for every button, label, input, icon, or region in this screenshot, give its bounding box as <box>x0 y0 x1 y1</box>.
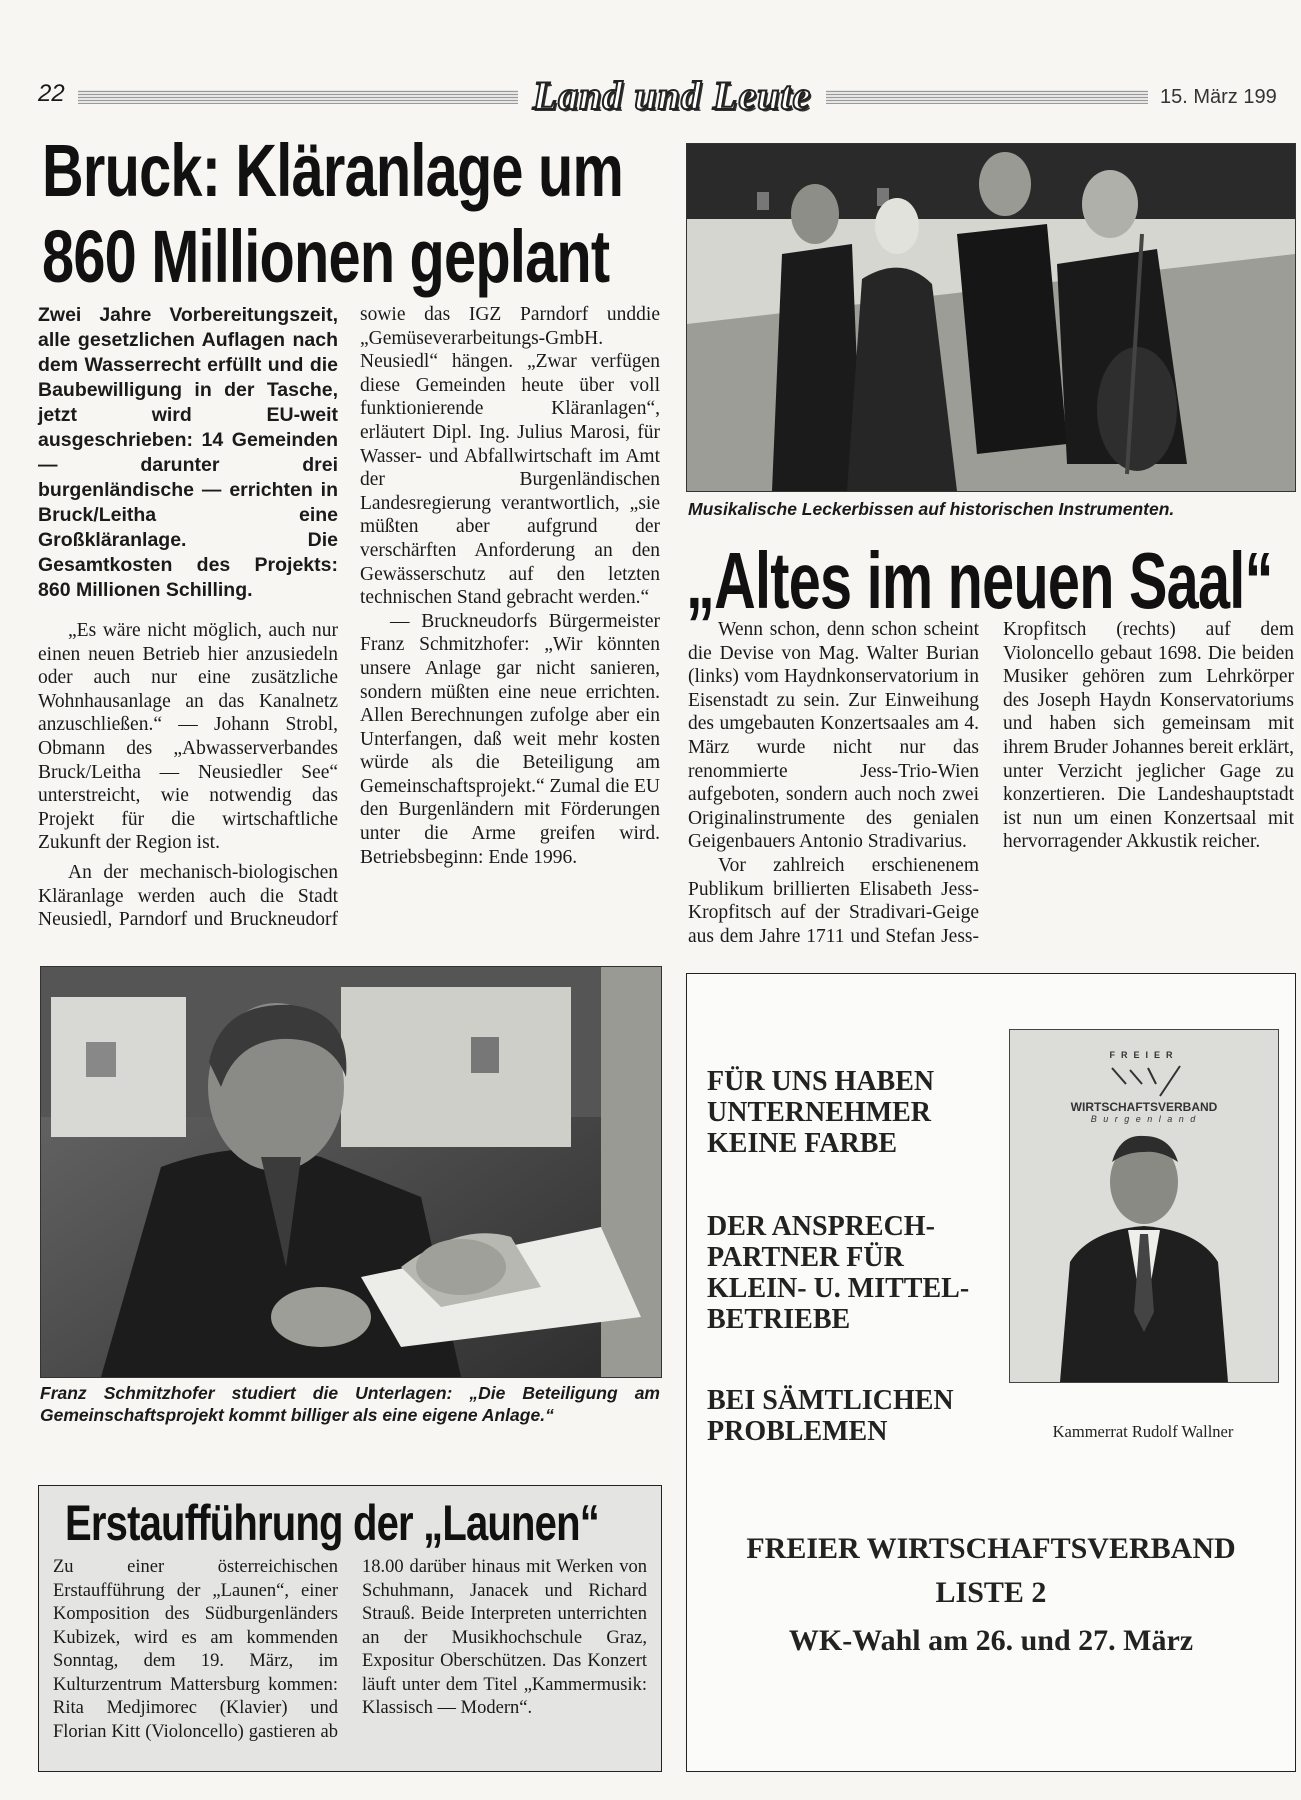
header-rule-right <box>826 90 1148 104</box>
headline-line-1: Bruck: Kläranlage um <box>42 129 624 212</box>
article-launen-box <box>38 1485 662 1772</box>
ad-line: UNTERNEHMER <box>707 1097 932 1128</box>
photo-schmitzhofer-image <box>41 967 661 1377</box>
article-bruck-lead: Zwei Jahre Vorbereitungszeit, alle gesetzlichen Auflagen nach dem Wasserrecht erfüllt und die Baubewilligung in der Tasche, jetzt wird EU-weit ausgeschrieben: 14 Gemeinden — darunter drei burgenländische — errichten in Bruck/Leitha eine Großkläranlage. Die Gesamtkosten des Projekts: 860 Millionen Schilling. <box>38 304 338 601</box>
ad-line: FÜR UNS HABEN <box>707 1066 935 1097</box>
ad-footer-name: FREIER WIRTSCHAFTSVERBAND <box>746 1532 1236 1565</box>
wirtschaftsverband-ad <box>686 973 1296 1772</box>
article-saal-paragraph: Wenn schon, denn schon scheint die Devise von Mag. Walter Burian (links) vom Haydnkonservatorium in Eisenstadt zu sein. Zur Einweihung des umgebauten Konzertsaales am 4. März wurde nicht nur das renommierte Jess-Trio-Wien aufgeboten, sondern auch noch zwei Originalinstrumente des genialen Geigenbauers Antonio Stradivarius. <box>688 619 979 853</box>
portrait-image <box>1010 1122 1278 1382</box>
ad-text-block-1 <box>707 1066 1007 1159</box>
issue-date: 15. März 199 <box>1160 86 1277 108</box>
photo-schmitzhofer-caption: Franz Schmitzhofer studiert die Unterlagen: „Die Beteiligung am Gemeinschaftsprojekt kommt billiger als eine eigene Anlage.“ <box>40 1383 660 1425</box>
page-number: 22 <box>38 80 65 107</box>
ad-line: BETRIEBE <box>707 1304 851 1335</box>
ad-line: PARTNER FÜR <box>707 1242 904 1273</box>
fwv-logo-region: B u r g e n l a n d <box>1090 1114 1198 1124</box>
article-bruck-paragraph: An der mechanisch-biologischen Kläranlage werden auch die Stadt Neusiedl, Parndorf und Bruckneudorf sowie das IGZ Parndorf unddie „Gemüseverarbeitungs-GmbH. Neusiedl“ hängen. „Zwar verfügen diese Gemeinden heute über voll funktionierende Kläranlagen“, erläutert Dipl. Ing. Julius Marosi, für Wasser- und Abfallwirtschaft im Amt der Burgenländischen Landesregierung verantwortlich, „sie müßten aber aufgrund der verschärften Anforderung an den Gewässerschutz auf den letzten technischen Stand gebracht werden.“ <box>38 304 660 931</box>
photo-jess-trio <box>686 143 1296 492</box>
photo-schmitzhofer <box>40 966 662 1378</box>
article-launen-body: Zu einer österreichischen Erstaufführung der „Launen“, einer Komposition des Südburgenländers Kubizek, wird es am kommenden Sonntag, dem 19. März, im Kulturzentrum Mattersburg kommen: Rita Medjimorec (Klavier) und Florian Kitt (Violoncello) gastieren ab 18.00 darüber hinaus mit Werken von Schuhmann, Janacek und Richard Strauß. Beide Interpreten unterrichten an der Musikhochschule Graz, Expositur Oberschützen. Das Konzert läuft unter dem Titel „Kammermusik: Klassisch — Modern“. <box>53 1557 647 1742</box>
fwv-logo-name: WIRTSCHAFTSVERBAND <box>1070 1100 1218 1114</box>
ad-line: DER ANSPRECH- <box>707 1211 935 1242</box>
article-bruck-paragraph: — Bruckneudorfs Bürgermeister Franz Schmitzhofer: „Wir könnten unsere Anlage gar nicht sanieren, sondern müßten eine neue errichten. Allen Berechnungen zufolge aber ein Unterfangen, daß weit mehr kosten würde als die Beteiligung am Gemeinschaftsprojekt.“ Zumal die EU den Burgenländern mit Förderungen unter die Arme greifen wird. Betriebsbeginn: Ende 1996. <box>360 610 660 868</box>
portrait-caption: Kammerrat Rudolf Wallner <box>1052 1422 1234 1441</box>
header-rule-left <box>78 90 518 104</box>
article-bruck-paragraph: „Es wäre nicht möglich, auch nur einen neuen Betrieb hier anzusiedeln oder auch nur eine zusätzliche Wohnhausanlage an das Kanalnetz anzuschließen.“ — Johann Strobl, Obmann des „Abwasserverbandes Bruck/Leitha — Neusiedler See“ unterstreicht, wie notwendig das Projekt für die wirtschaftliche Zukunft der Region ist. <box>38 620 338 854</box>
ad-line: KEINE FARBE <box>707 1128 898 1159</box>
photo-jess-trio-image <box>687 144 1295 491</box>
article-saal-paragraph: Vor zahlreich erschienenem Publikum brillierten Elisabeth Jess-Kropfitsch auf der Stradivari-Geige aus dem Jahre 1711 und Stefan Jess-Kropfitsch (rechts) auf dem Violoncello gebaut 1698. Die beiden Musiker gehören zum Lehrkörper des Joseph Haydn Konservatoriums und haben sich gemeinsam mit ihrem Bruder Johannes bereit erklärt, unter Verzicht jeglicher Gage zu konzertieren. Die Landeshauptstadt ist nun um einen Konzertsaal mit hervorragender Akkustik reicher. <box>688 619 1294 947</box>
ad-footer-election: WK-Wahl am 26. und 27. März <box>788 1624 1194 1657</box>
article-saal-body <box>688 618 1294 958</box>
article-bruck-headline <box>42 128 623 300</box>
fwv-logo-mark-icon <box>1094 1062 1194 1098</box>
ad-line: KLEIN- U. MITTEL- <box>707 1273 970 1304</box>
fwv-logo <box>1010 1050 1278 1124</box>
ad-line: BEI SÄMTLICHEN <box>707 1385 954 1416</box>
headline-line-2: 860 Millionen geplant <box>42 215 610 298</box>
ad-text-block-2 <box>707 1211 1007 1335</box>
photo-jess-trio-caption: Musikalische Leckerbissen auf historischen Instrumenten. <box>688 499 1175 519</box>
article-launen-headline: Erstaufführung der „Launen“ <box>65 1495 599 1551</box>
ad-footer-list: LISTE 2 <box>935 1576 1047 1609</box>
article-bruck-body <box>38 303 660 948</box>
portrait-frame <box>1009 1029 1279 1383</box>
article-saal-headline: „Altes im neuen Saal“ <box>686 536 1273 625</box>
masthead: Land und Leute <box>532 73 812 118</box>
fwv-logo-top: FREIER <box>1109 1050 1179 1060</box>
ad-text-block-3 <box>707 1385 1007 1447</box>
ad-line: PROBLEMEN <box>707 1416 888 1447</box>
